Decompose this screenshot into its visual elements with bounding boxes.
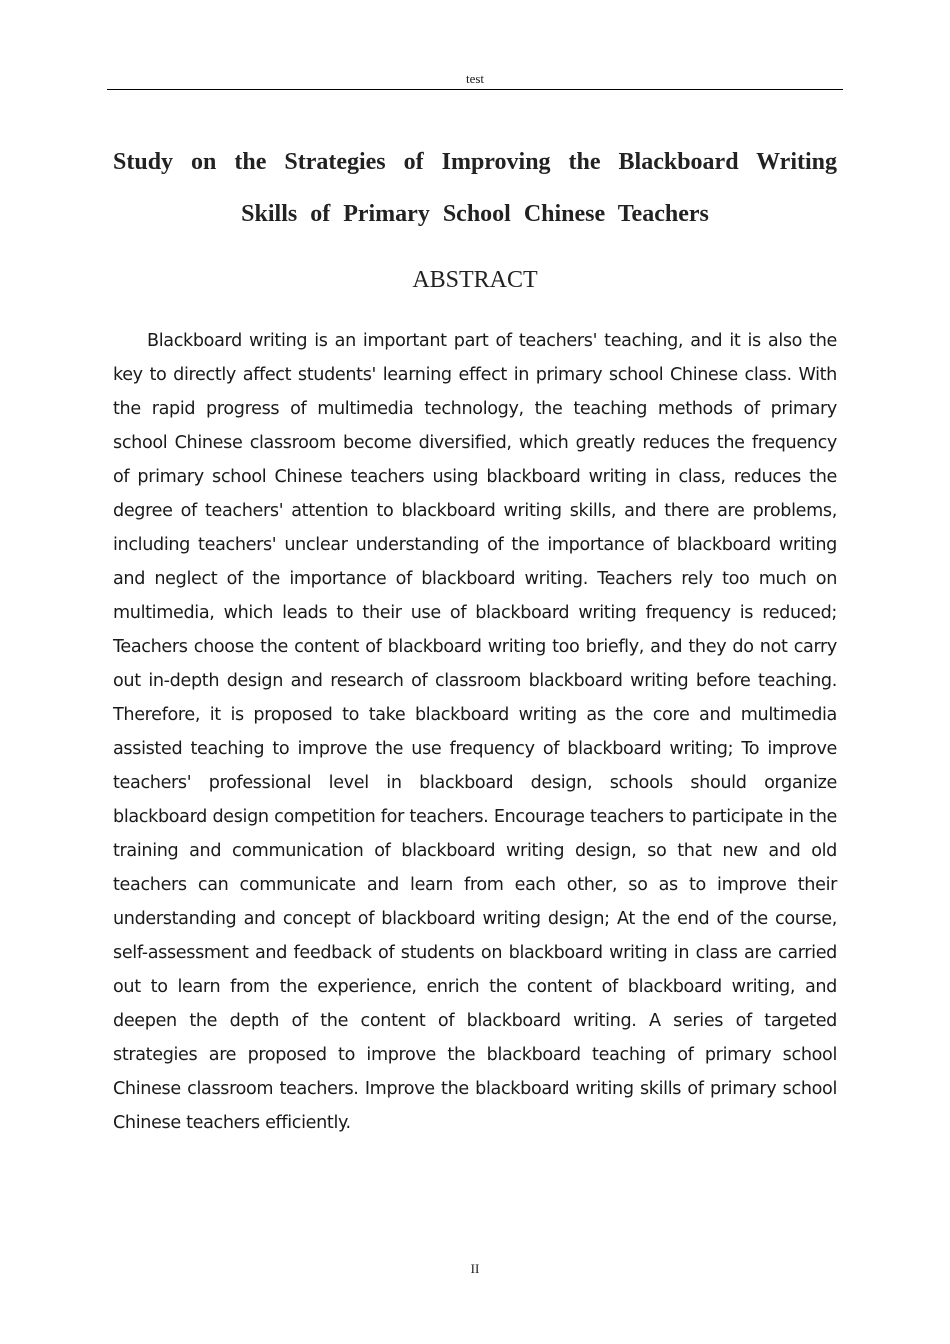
abstract-body: Blackboard writing is an important part of teachers' teaching, and it is also the key to directly affect students' learning effect in primary school Chinese class. With the rapid progress of multimedia technology, the teaching methods of primary school Chinese classroom become diversified, which greatly reduces the frequency of primary school Chinese teachers using blackboard writing in class, reduces the degree of teachers' attention to blackboard writing skills, and there are problems, including teachers' unclear understanding of the importance of blackboard writing and neglect of the importance of blackboard writing. Teachers rely too much on multimedia, which leads to their use of blackboard writing frequency is reduced; Teachers choose the content of blackboard writing too briefly, and they do not carry out in-depth design and research of classroom blackboard writing before teaching. Therefore, it is proposed to take blackboard writing as the core and multimedia assisted teaching to improve the use frequency of blackboard writing; To improve teachers' professional level in blackboard design, schools should organize blackboard design competition for teachers. Encourage teachers to participate in the training and communication of blackboard writing design, so that new and old teachers can communicate and learn from each other, so as to improve their understanding and concept of blackboard writing design; At the end of the course, self-assessment and feedback of students on blackboard writing in class are carried out to learn from the experience, enrich the content of blackboard writing, and deepen the depth of the content of blackboard writing. A series of targeted strategies are proposed to improve the blackboard teaching of primary school Chinese classroom teachers. Improve the blackboard writing skills of primary school Chinese teachers efficiently. xyxy=(113,331,837,1133)
abstract-heading: ABSTRACT xyxy=(412,267,538,293)
page-number: II xyxy=(470,1261,480,1276)
page-header: test xyxy=(107,70,843,90)
document-title: Study on the Strategies of Improving the Blackboard Writing Skills of Primary School Chinese Teachers xyxy=(113,149,837,227)
